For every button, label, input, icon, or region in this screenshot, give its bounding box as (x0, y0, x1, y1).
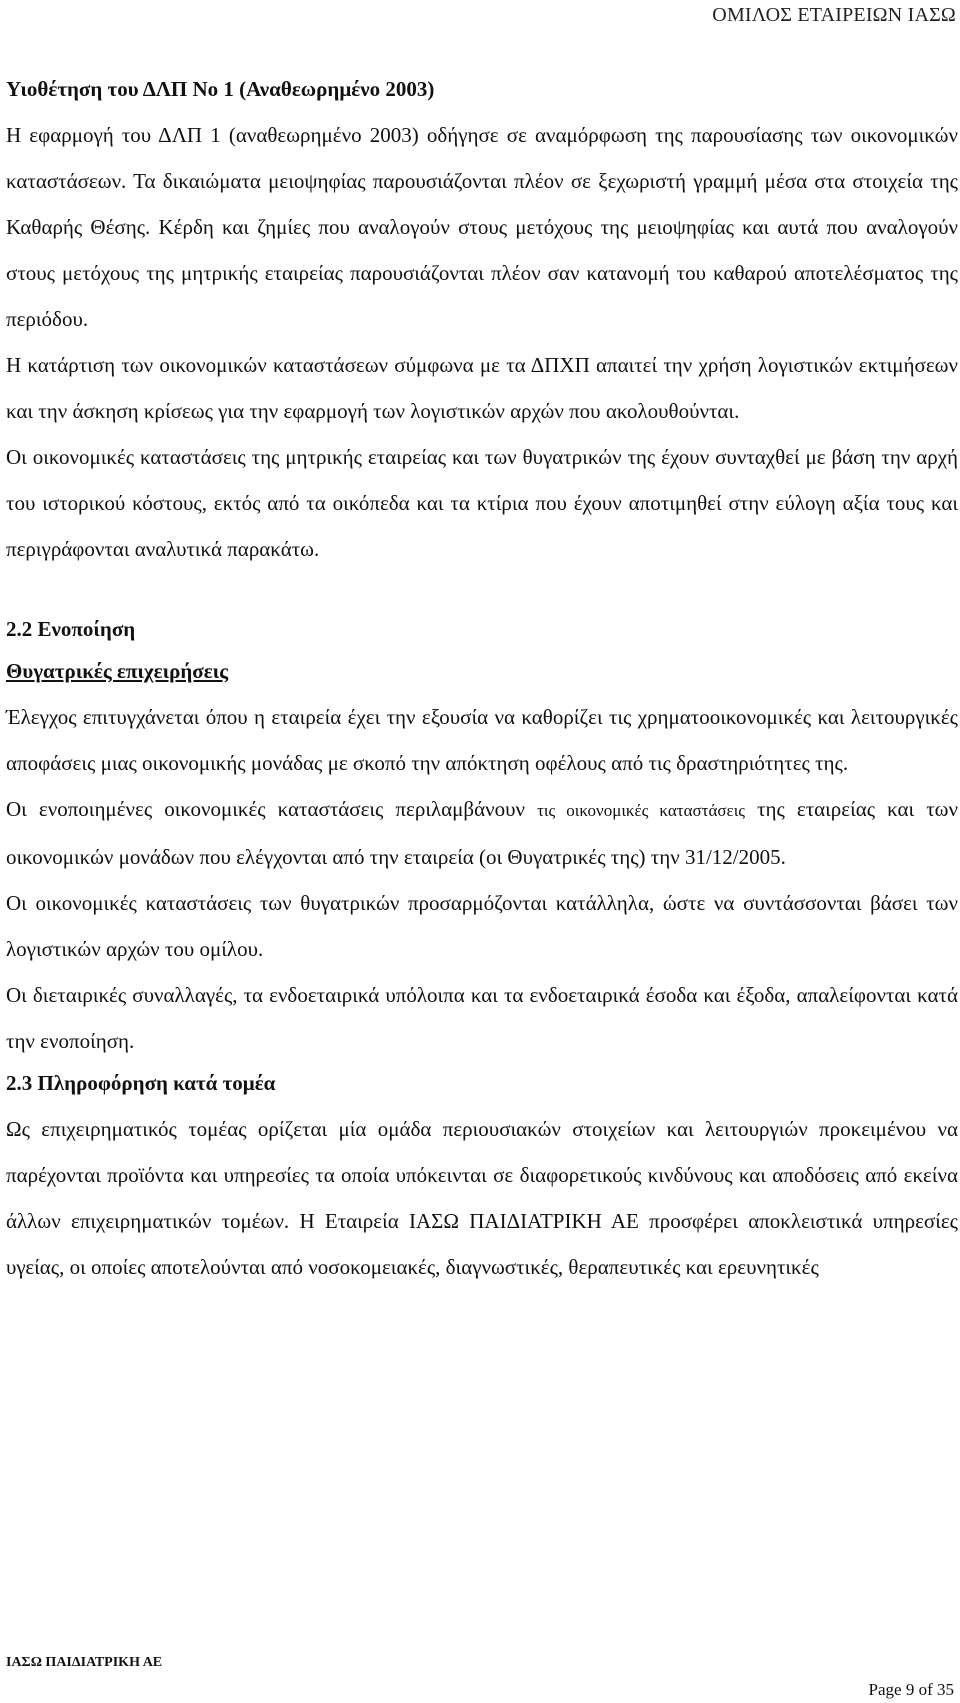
running-header: ΟΜΙΛΟΣ ΕΤΑΙΡΕΙΩΝ ΙΑΣΩ (712, 4, 956, 26)
paragraph: Οι διεταιρικές συναλλαγές, τα ενδοεταιρικά υπόλοιπα και τα ενδοεταιρικά έσοδα και έξοδα, απαλείφονται κατά την ενοποίηση. (6, 983, 958, 1053)
section-heading-consolidation: 2.2 Ενοποίηση (6, 617, 136, 641)
paragraph-text: της εταιρείας και των οικονομικών μονάδων που ελέγχονται από την εταιρεία (οι Θυγατρικές της) την 31/12/2005. (6, 797, 958, 869)
section-heading-segments: 2.3 Πληροφόρηση κατά τομέα (6, 1071, 276, 1095)
paragraph-text: Οι ενοποιημένες οικονομικές καταστάσεις περιλαμβάνουν (6, 797, 538, 821)
footer-company: ΙΑΣΩ ΠΑΙΔΙΑΤΡΙΚΗ ΑΕ (6, 1655, 163, 1670)
paragraph-text-small: τις οικονομικές καταστάσεις (537, 801, 745, 820)
paragraph: Οι οικονομικές καταστάσεις της μητρικής εταιρείας και των θυγατρικών της έχουν συνταχθεί με βάση την αρχή του ιστορικού κόστους, εκτός από τα οικόπεδα και τα κτίρια που έχουν αποτιμηθεί στην εύλογη αξία τους και περιγράφονται αναλυτικά παρακάτω. (6, 445, 958, 561)
paragraph: Έλεγχος επιτυγχάνεται όπου η εταιρεία έχει την εξουσία να καθορίζει τις χρηματοοικονομικές και λειτουργικές αποφάσεις μιας οικονομικής μονάδας με σκοπό την απόκτηση οφέλους από τις δραστηριότητες της. (6, 705, 958, 775)
paragraph: Η κατάρτιση των οικονομικών καταστάσεων σύμφωνα με τα ΔΠΧΠ απαιτεί την χρήση λογιστικών εκτιμήσεων και την άσκηση κρίσεως για την εφαρμογή των λογιστικών αρχών που ακολουθούνται. (6, 353, 958, 423)
paragraph: Οι οικονομικές καταστάσεις των θυγατρικών προσαρμόζονται κατάλληλα, ώστε να συντάσσονται βάσει των λογιστικών αρχών του ομίλου. (6, 891, 958, 961)
page-content (6, 72, 958, 1290)
spacer (6, 572, 958, 612)
subsection-heading-subsidiaries: Θυγατρικές επιχειρήσεις (6, 659, 229, 683)
paragraph: Η εφαρμογή του ΔΛΠ 1 (αναθεωρημένο 2003) οδήγησε σε αναμόρφωση της παρουσίασης των οικονομικών καταστάσεων. Τα δικαιώματα μειοψηφίας παρουσιάζονται πλέον σε ξεχωριστή γραμμή μέσα στα στοιχεία της Καθαρής Θέσης. Κέρδη και ζημίες που αναλογούν στους μετόχους της μειοψηφίας και αυτά που αναλογούν στους μετόχους της μητρικής εταιρείας παρουσιάζονται πλέον σαν κατανομή του καθαρού αποτελέσματος της περιόδου. (6, 123, 958, 331)
paragraph (6, 786, 958, 880)
paragraph: Ως επιχειρηματικός τομέας ορίζεται μία ομάδα περιουσιακών στοιχείων και λειτουργιών προκειμένου να παρέχονται προϊόντα και υπηρεσίες τα οποία υπόκεινται σε διαφορετικούς κινδύνους και αποδόσεις από εκείνα άλλων επιχειρηματικών τομέων. Η Εταιρεία ΙΑΣΩ ΠΑΙΔΙΑΤΡΙΚΗ ΑΕ προσφέρει αποκλειστικά υπηρεσίες υγείας, οι οποίες αποτελούνται από νοσοκομειακές, διαγνωστικές, θεραπευτικές και ερευνητικές (6, 1117, 958, 1279)
page-number: Page 9 of 35 (868, 1680, 954, 1699)
section-heading-dlp: Υιοθέτηση του ΔΛΠ Νο 1 (Αναθεωρημένο 2003) (6, 77, 435, 101)
